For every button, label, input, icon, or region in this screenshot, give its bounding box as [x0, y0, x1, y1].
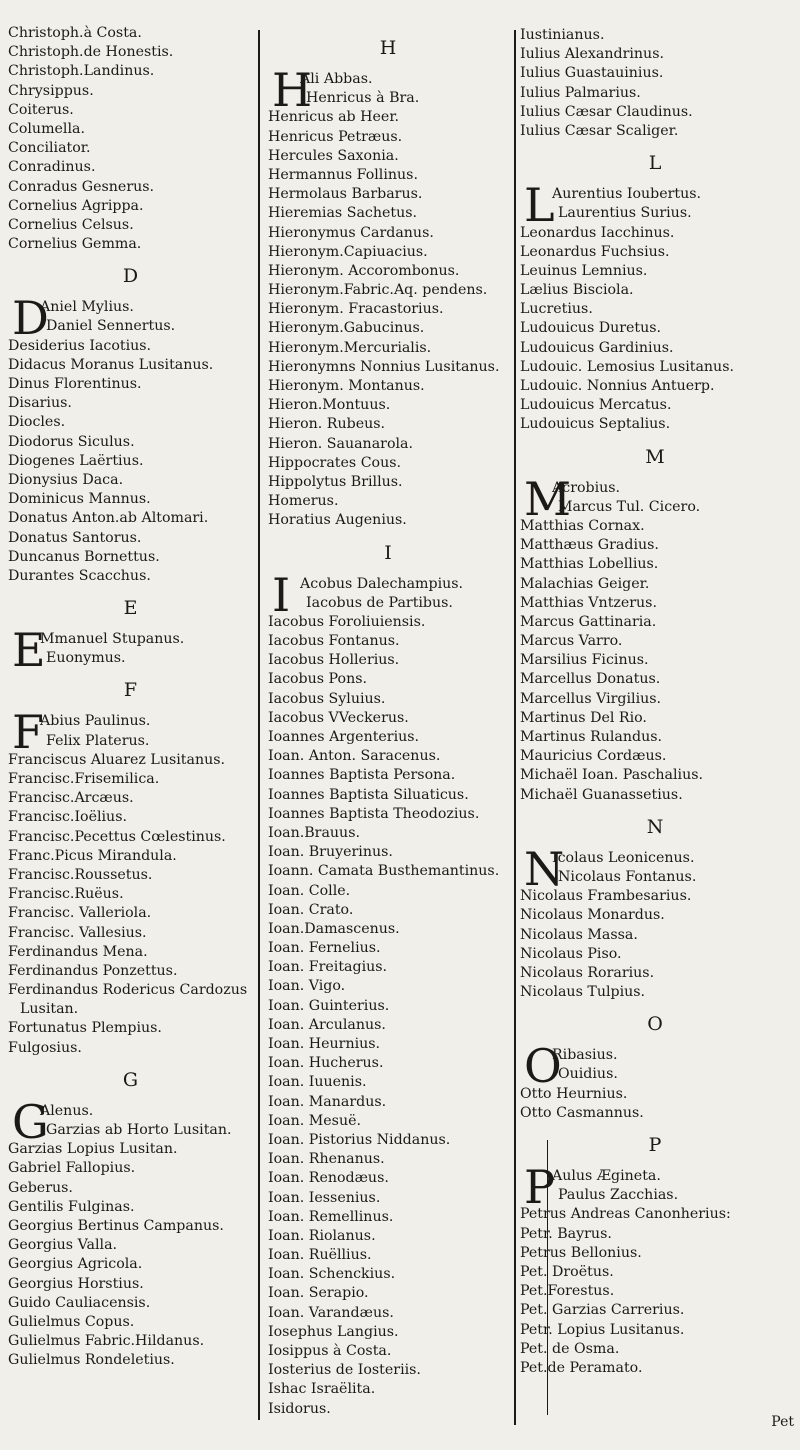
index-entry: Leonardus Fuchsius. — [520, 243, 670, 260]
drop-cap-second-line: Daniel Sennertus. — [46, 318, 176, 335]
index-entry: Francisc. Valleriola. — [8, 905, 152, 922]
index-entry: Dionysius Daca. — [8, 471, 124, 488]
index-entry: Ioan. Arculanus. — [268, 1016, 386, 1033]
index-entry: Christoph.de Honestis. — [8, 44, 174, 61]
index-entry: Guido Cauliacensis. — [8, 1294, 151, 1311]
index-entry: Nicolaus Piso. — [520, 945, 622, 962]
index-entry: Martinus Rulandus. — [520, 729, 663, 746]
index-entry: Marcellus Virgilius. — [520, 690, 662, 707]
index-entry: Ioan. Remellinus. — [268, 1208, 394, 1225]
index-entry: Ioan. Varandæus. — [268, 1304, 394, 1321]
index-entry: Lælius Bisciola. — [520, 282, 634, 299]
section-letter: P — [648, 1134, 662, 1157]
index-entry: Ludouicus Gardinius. — [520, 339, 674, 356]
index-entry: Christoph.à Costa. — [8, 25, 142, 41]
index-entry: Nicolaus Tulpius. — [520, 984, 646, 1001]
index-entry: Ioan. Ruëllius. — [268, 1247, 372, 1264]
index-entry: Francisc.Ruëus. — [8, 886, 124, 903]
drop-cap-first-line: Alenus. — [40, 1102, 94, 1119]
section-letter: O — [647, 1013, 663, 1036]
index-entry: Ioan. Hucherus. — [268, 1055, 384, 1072]
index-entry: Martinus Del Rio. — [520, 709, 647, 726]
index-entry: Hieremias Sachetus. — [268, 205, 418, 222]
index-entry: Marcellus Donatus. — [520, 671, 661, 688]
index-entry: Disarius. — [8, 395, 72, 412]
index-entry: Francisc.Ioëlius. — [8, 809, 127, 826]
index-entry: Leonardus Iacchinus. — [520, 224, 675, 241]
index-entry: Pet.Forestus. — [520, 1283, 615, 1300]
index-entry: Ferdinandus Mena. — [8, 943, 148, 960]
index-entry: Donatus Santorus. — [8, 529, 142, 546]
index-entry: Ludouicus Septalius. — [520, 416, 671, 433]
index-entry: Homerus. — [268, 493, 339, 510]
index-entry: Dinus Florentinus. — [8, 376, 142, 393]
index-entry: Hieronym. Accorombonus. — [268, 262, 460, 279]
index-entry: Otto Casmannus. — [520, 1104, 644, 1121]
index-entry: Hieronym.Gabucinus. — [268, 320, 425, 337]
index-entry: Franciscus Aluarez Lusitanus. — [8, 751, 226, 768]
index-entry: Ioan. Bruyerinus. — [268, 844, 393, 861]
drop-cap-first-line: Abius Paulinus. — [40, 713, 151, 730]
catchword: Pet — [771, 1414, 794, 1430]
index-entry: Petrus Andreas Canonherius: — [520, 1206, 731, 1223]
index-entry: Hieronym.Mercurialis. — [268, 339, 432, 356]
index-entry: Conciliator. — [8, 140, 91, 157]
index-entry: Ioan. Heurnius. — [268, 1036, 381, 1053]
index-entry: Henricus Petræus. — [268, 128, 403, 145]
drop-cap-letter: N — [524, 841, 565, 896]
index-entry: Francisc.Frisemilica. — [8, 771, 160, 788]
section-letter: E — [123, 597, 138, 620]
drop-cap-second-line: Laurentius Surius. — [558, 205, 692, 222]
index-entry: Iacobus Syluius. — [268, 690, 386, 707]
drop-cap-first-line: Acobus Dalechampius. — [300, 575, 464, 592]
index-entry: Ferdinandus Rodericus Cardozus — [8, 982, 248, 999]
drop-cap-first-line: Ali Abbas. — [300, 71, 373, 87]
index-entry: Ioan.Damascenus. — [268, 920, 400, 937]
index-entry: Michaël Ioan. Paschalius. — [520, 767, 704, 784]
index-entry: Ioan. Riolanus. — [268, 1227, 376, 1244]
index-entry: Matthias Cornax. — [520, 517, 645, 534]
drop-cap-second-line: Marcus Tul. Cicero. — [558, 498, 701, 515]
index-entry: Hercules Saxonia. — [268, 147, 399, 164]
index-entry: Donatus Anton.ab Altomari. — [8, 510, 209, 527]
index-entry: Matthias Vntzerus. — [520, 594, 657, 611]
section-letter: D — [122, 265, 139, 288]
index-entry: Ioan. Iessenius. — [268, 1189, 381, 1206]
section-letter: I — [384, 541, 392, 564]
index-entry: Georgius Valla. — [8, 1237, 118, 1254]
index-entry: Petr. Lopius Lusitanus. — [520, 1321, 685, 1338]
index-entry: Christoph.Landinus. — [8, 63, 155, 80]
drop-cap-first-line: Icolaus Leonicenus. — [552, 849, 695, 866]
index-entry: Ludouicus Mercatus. — [520, 397, 672, 414]
index-entry: Nicolaus Rorarius. — [520, 964, 655, 981]
index-entry: Ioannes Baptista Persona. — [268, 767, 456, 784]
index-entry: Cornelius Celsus. — [8, 216, 134, 233]
index-entry: Didacus Moranus Lusitanus. — [8, 356, 214, 373]
drop-cap-letter: G — [12, 1094, 49, 1149]
drop-cap-first-line: Aulus Ægineta. — [552, 1168, 661, 1185]
index-entry: Francisc.Roussetus. — [8, 866, 153, 883]
drop-cap-second-line: Euonymus. — [46, 650, 126, 667]
drop-cap-second-line: Garzias ab Horto Lusitan. — [46, 1122, 232, 1139]
index-entry: Iosterius de Iosteriis. — [268, 1362, 421, 1379]
index-entry: Ioan. Mesuë. — [268, 1112, 362, 1129]
drop-cap-first-line: Aurentius Ioubertus. — [552, 186, 702, 203]
index-entry: Ioannes Baptista Theodozius. — [268, 805, 480, 822]
drop-cap-second-line: Iacobus de Partibus. — [306, 594, 453, 611]
index-entry: Iacobus Fontanus. — [268, 633, 400, 650]
drop-cap-letter: M — [524, 471, 572, 526]
index-entry: Ioan. Colle. — [268, 882, 351, 899]
drop-cap-letter: P — [524, 1160, 555, 1215]
section-letter: L — [648, 152, 662, 175]
index-entry: Duncanus Bornettus. — [8, 548, 160, 565]
index-entry: Ferdinandus Ponzettus. — [8, 962, 178, 979]
index-entry: Hieronymus Cardanus. — [268, 224, 434, 241]
drop-cap-second-line: Paulus Zacchias. — [558, 1187, 679, 1204]
index-entry: Ioan. Fernelius. — [268, 940, 381, 957]
index-entry: Diocles. — [8, 414, 66, 431]
index-entry: Lucretius. — [520, 301, 593, 318]
index-entry: Ioan. Crato. — [268, 901, 354, 918]
drop-cap-letter: I — [272, 567, 291, 622]
drop-cap-entry — [268, 63, 508, 117]
index-entry: Hieron. Sauanarola. — [268, 435, 413, 452]
index-entry: Gabriel Fallopius. — [8, 1160, 136, 1177]
drop-cap-entry — [520, 841, 790, 896]
index-entry: Iulius Palmarius. — [520, 84, 641, 101]
index-entry: Ioan. Renodæus. — [268, 1170, 389, 1187]
index-entry: Horatius Augenius. — [268, 512, 407, 529]
index-entry: Nicolaus Frambesarius. — [520, 888, 692, 905]
index-entry: Georgius Bertinus Campanus. — [8, 1218, 224, 1234]
index-entry: Marcus Gattinaria. — [520, 613, 657, 630]
index-entry: Ioan. Vigo. — [268, 978, 346, 995]
index-entry: Hippocrates Cous. — [268, 454, 402, 471]
index-entry: Marsilius Ficinus. — [520, 652, 649, 669]
index-entry: Hieronym. Fracastorius. — [268, 301, 444, 318]
section-letter: G — [122, 1068, 139, 1091]
index-entry: Leuinus Lemnius. — [520, 262, 648, 279]
index-column-2 — [268, 26, 508, 1419]
index-entry: Ioan.Brauus. — [268, 824, 360, 841]
index-entry: Ioan. Schenckius. — [268, 1266, 396, 1283]
index-entry: Ioann. Camata Busthemantinus. — [268, 863, 500, 880]
index-entry: Ishac Israëlita. — [268, 1381, 376, 1398]
index-entry: Nicolaus Monardus. — [520, 907, 665, 924]
index-entry: Ludouicus Duretus. — [520, 320, 662, 337]
index-entry: Diodorus Siculus. — [8, 433, 135, 450]
index-entry: Petr. Bayrus. — [520, 1225, 612, 1242]
section-letter: N — [646, 815, 664, 838]
drop-cap-first-line: Ribasius. — [552, 1047, 618, 1064]
index-entry: Hieron. Rubeus. — [268, 416, 386, 433]
index-entry: Pet. de Osma. — [520, 1340, 620, 1357]
index-entry: Gulielmus Copus. — [8, 1313, 135, 1330]
index-entry: Pet.de Peramato. — [520, 1359, 643, 1376]
index-entry: Henricus ab Heer. — [268, 109, 400, 126]
index-entry: Ludouic. Nonnius Antuerp. — [520, 378, 715, 395]
index-entry: Pet. Droëtus. — [520, 1264, 614, 1281]
index-entry: Ioan. Guinterius. — [268, 997, 390, 1014]
index-entry: Lusitan. — [20, 1001, 79, 1018]
index-entry: Fortunatus Plempius. — [8, 1020, 162, 1037]
index-entry: Coiterus. — [8, 101, 74, 118]
drop-cap-second-line: Henricus à Bra. — [306, 90, 420, 107]
index-entry: Iulius Guastauinius. — [520, 65, 664, 82]
index-column-1 — [8, 24, 253, 1371]
column-divider — [258, 30, 260, 1420]
drop-cap-letter: D — [12, 291, 49, 346]
index-entry: Georgius Agricola. — [8, 1256, 143, 1273]
index-entry: Cornelius Gemma. — [8, 236, 142, 253]
index-entry: Hieronym.Capiuacius. — [268, 243, 428, 260]
index-column-3 — [520, 26, 790, 1378]
index-entry: Iulius Alexandrinus. — [520, 46, 664, 63]
index-entry: Hermannus Follinus. — [268, 166, 418, 183]
index-entry: Durantes Scacchus. — [8, 567, 151, 584]
index-entry: Georgius Horstius. — [8, 1275, 144, 1292]
index-entry: Hermolaus Barbarus. — [268, 186, 423, 203]
column-divider — [514, 30, 516, 1425]
drop-cap-letter: O — [524, 1039, 562, 1094]
drop-cap-first-line: Mmanuel Stupanus. — [40, 631, 185, 648]
index-entry: Ioan. Rhenanus. — [268, 1151, 385, 1168]
index-entry: Ioan. Pistorius Niddanus. — [268, 1131, 451, 1148]
index-entry: Desiderius Iacotius. — [8, 337, 152, 354]
drop-cap-second-line: Nicolaus Fontanus. — [558, 868, 697, 885]
index-entry: Nicolaus Massa. — [520, 926, 638, 943]
index-entry: Gulielmus Rondeletius. — [8, 1352, 175, 1369]
index-entry: Ioannes Argenterius. — [268, 729, 420, 746]
index-entry: Iulius Cæsar Scaliger. — [520, 122, 679, 139]
index-entry: Otto Heurnius. — [520, 1085, 628, 1102]
drop-cap-first-line: Aniel Mylius. — [40, 299, 134, 316]
index-entry: Iulius Cæsar Claudinus. — [520, 103, 693, 120]
index-entry: Dominicus Mannus. — [8, 491, 151, 508]
index-entry: Marcus Varro. — [520, 633, 623, 650]
index-entry: Iacobus Foroliuiensis. — [268, 613, 426, 630]
index-entry: Conradus Gesnerus. — [8, 178, 155, 195]
index-entry: Isidorus. — [268, 1400, 331, 1417]
index-entry: Ioan. Freitagius. — [268, 959, 388, 976]
index-entry: Geberus. — [8, 1179, 73, 1196]
index-entry: Pet. Garzias Carrerius. — [520, 1302, 685, 1319]
index-entry: Iacobus Hollerius. — [268, 652, 400, 669]
index-entry: Francisc.Pecettus Cœlestinus. — [8, 828, 226, 845]
drop-cap-entry — [8, 1094, 253, 1149]
drop-cap-second-line: Ouidius. — [558, 1066, 618, 1083]
index-entry: Gentilis Fulginas. — [8, 1198, 135, 1215]
index-entry: Conradinus. — [8, 159, 96, 176]
index-entry: Ioan. Serapio. — [268, 1285, 369, 1302]
index-entry: Petrus Bellonius. — [520, 1244, 642, 1261]
drop-cap-letter: L — [524, 178, 555, 233]
index-entry: Francisc.Arcæus. — [8, 790, 134, 807]
index-entry: Hieronymns Nonnius Lusitanus. — [268, 358, 500, 375]
index-entry: Ludouic. Lemosius Lusitanus. — [520, 358, 734, 375]
index-entry: Hippolytus Brillus. — [268, 473, 403, 490]
index-entry: Michaël Guanassetius. — [520, 786, 683, 803]
index-entry: Malachias Geiger. — [520, 575, 650, 592]
drop-cap-first-line: Acrobius. — [552, 479, 621, 496]
index-entry: Ioan. Anton. Saracenus. — [268, 748, 441, 765]
index-entry: Iacobus Pons. — [268, 671, 368, 688]
section-letter: M — [645, 445, 665, 468]
index-entry: Gulielmus Fabric.Hildanus. — [8, 1333, 205, 1350]
index-entry: Ioan. Iuuenis. — [268, 1074, 367, 1091]
index-entry: Ioannes Baptista Siluaticus. — [268, 786, 469, 803]
index-entry: Ioan. Manardus. — [268, 1093, 387, 1110]
index-entry: Iustinianus. — [520, 27, 605, 43]
index-entry: Iosippus à Costa. — [268, 1343, 392, 1360]
drop-cap-letter: H — [272, 63, 313, 117]
index-entry: Hieronym.Fabric.Aq. pendens. — [268, 282, 488, 299]
index-entry: Hieronym. Montanus. — [268, 378, 425, 395]
index-entry: Matthias Lobellius. — [520, 556, 659, 573]
drop-cap-entry — [8, 623, 253, 678]
index-entry: Franc.Picus Mirandula. — [8, 847, 177, 864]
index-entry: Matthæus Gradius. — [520, 537, 659, 554]
section-letter: H — [379, 37, 397, 59]
index-entry: Diogenes Laërtius. — [8, 452, 144, 469]
index-entry: Hieron.Montuus. — [268, 397, 391, 414]
index-entry: Iosephus Langius. — [268, 1323, 399, 1340]
index-entry: Mauricius Cordæus. — [520, 748, 667, 765]
drop-cap-letter: F — [12, 705, 44, 760]
index-entry: Fulgosius. — [8, 1039, 82, 1056]
section-letter: F — [123, 679, 138, 702]
index-entry: Iacobus VVeckerus. — [268, 709, 409, 726]
index-entry: Garzias Lopius Lusitan. — [8, 1141, 178, 1158]
index-entry: Francisc. Vallesius. — [8, 924, 147, 941]
index-entry: Columella. — [8, 120, 85, 137]
drop-cap-second-line: Felix Platerus. — [46, 732, 150, 749]
drop-cap-letter: E — [12, 623, 46, 678]
index-entry: Chrysippus. — [8, 82, 94, 99]
index-entry: Cornelius Agrippa. — [8, 197, 144, 214]
